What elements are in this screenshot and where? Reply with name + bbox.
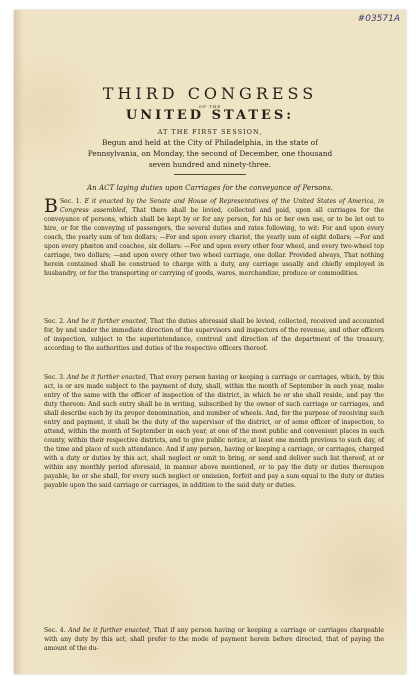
enacting-clause: And be it further enacted, <box>67 374 148 381</box>
section-label: Sec. 1. <box>59 198 82 205</box>
section-label: Sec. 2. <box>44 318 65 325</box>
section-4 <box>44 626 384 653</box>
section-text: That there shall be levied, collected and paid, upon all carriages for the conveyance of persons, which shall be kept by or for any person, for his or her own use, or to be let out to hire, or for the conveying of passengers, the several duties and rates following, to wit: For and upon every coach, the yearly sum of ten dollars; —For and upon every chariot, the yearly sum of eight dollars; —For and upon every phæton and coachee, six dollars: —For and upon every other four wheel, and every two-wheel top carriage, two dollars; —and upon every other two wheel carriage, one dollar. Provided always, That nothing herein contained shall be construed to charge with a duty, any carriage usually and chiefly employed in husbandry, or for the transporting or carrying of goods, wares, merchandize, produce or commodities. <box>44 207 384 277</box>
title-of-the: OF THE <box>198 104 222 109</box>
act-title: An ACT laying duties upon Carriages for the conveyance of Persons. <box>87 183 333 192</box>
section-3 <box>44 373 384 490</box>
section-2 <box>44 317 384 353</box>
enacting-clause: E it enacted by the Senate and House of Representatives of the United States of America, in Congress assembled, <box>59 198 384 214</box>
divider-rule <box>174 174 246 175</box>
section-text: That the duties aforesaid shall be levied, collected, received and accounted for, by and under the immediate direction of the supervisors and inspectors of the revenue, and other officers of inspection, subject to the superintendance, controul and direction of the department of the treasury, according to the authorities and duties of the respective officers thereof. <box>44 318 384 352</box>
session-line: AT THE FIRST SESSION, <box>157 128 263 136</box>
section-text: That every person having or keeping a carriage or carriages, which, by this act, is or are made subject to the payment of duty, shall, within the month of September in each year, make entry of the same with the officer of inspection of the district, in which he or she shall reside, and pay the duty thereon: And such entry shall be in writing, subscribed by the owner of such carriage or carriages, and shall describe each by its proper denomination, and number of wheels. And, for the purpose of receiving such entry and payment, it shall be the duty of the supervisor of the district, or of some officer of inspection, to attend, within the month of September in each year, at one of the most public and convenient places in each county, within their respective districts, and to give public notice, at least one month previous to such day, of the time and place of such attendance. And if any person, having or keeping a carriage, or carriages, charged with a duty or duties by this act, shall neglect or omit to bring, or send and deliver such list thereof, at or within any monthly period aforesaid, in manner above mentioned, or to pay the duty or duties thereupon payable, he or she shall, for every such neglect or omission, forfeit and pay a sum equal to the duty or duties payable upon the said carriage or carriages, in addition to the said duty or duties. <box>44 374 384 489</box>
begun-paragraph: Begun and held at the City of Philadelphia, in the state of Pennsylvania, on Monday, the second of December, one thousand seven hundred and ninety-three. <box>87 138 333 169</box>
section-1 <box>44 197 384 278</box>
enacting-clause: And be it further enacted, <box>68 627 152 634</box>
section-text: That if any person having or keeping a carriage or carriages chargeable with any duty by this act, shall prefer to the mode of payment herein before directed, that of paying the amount of the du- <box>44 627 384 652</box>
section-label: Sec. 3. <box>44 374 65 381</box>
drop-cap: B <box>44 195 58 217</box>
title-united-states: UNITED STATES: <box>125 108 295 123</box>
section-label: Sec. 4. <box>44 627 66 634</box>
catalog-number: #03571A <box>357 14 400 24</box>
title-third-congress: THIRD CONGRESS <box>102 84 318 103</box>
document-page <box>14 10 406 674</box>
enacting-clause: And be it further enacted, <box>67 318 148 325</box>
